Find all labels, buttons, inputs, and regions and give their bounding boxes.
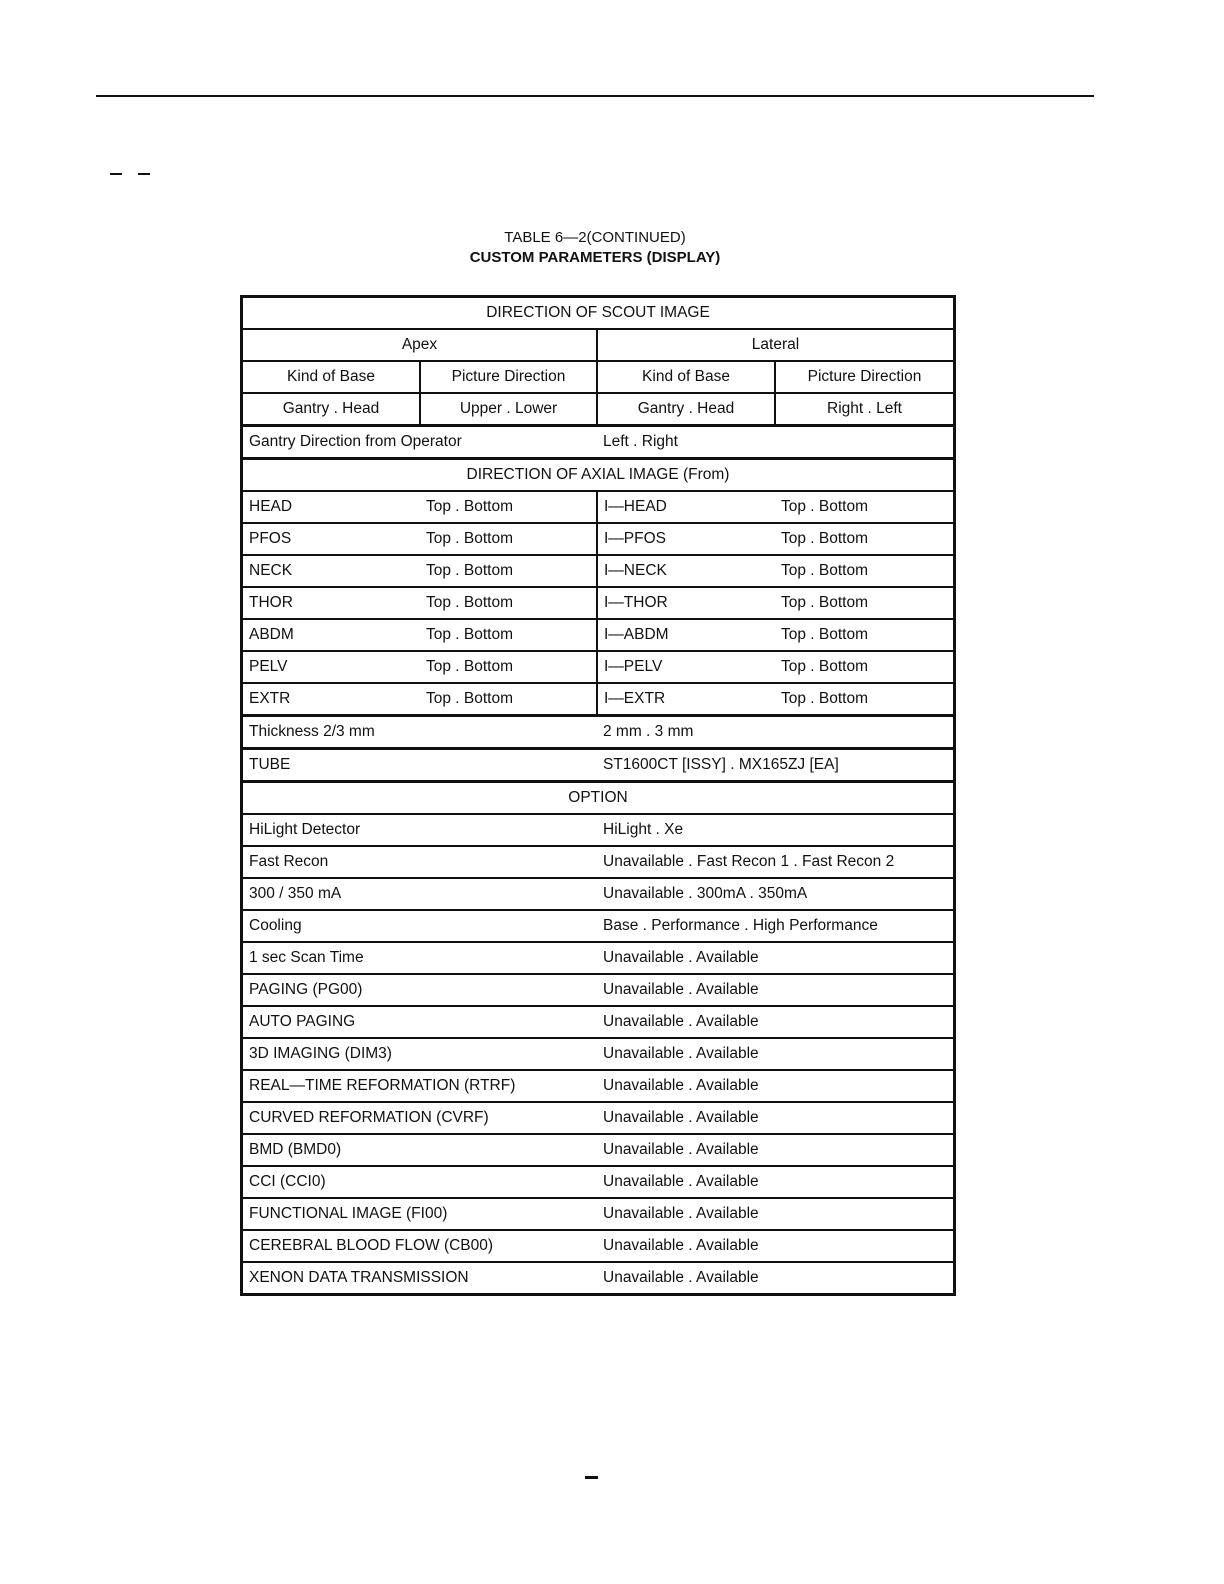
option-row [243, 1070, 953, 1102]
axial-left-label: NECK [243, 555, 420, 587]
axial-right-value: Top . Bottom [775, 491, 953, 523]
table-subtitle: CUSTOM PARAMETERS (DISPLAY) [469, 249, 721, 266]
axial-row [243, 651, 953, 683]
axial-left-value: Top . Bottom [420, 651, 597, 683]
option-row [243, 1102, 953, 1134]
axial-header: DIRECTION OF AXIAL IMAGE (From) [243, 459, 953, 492]
option-value: Unavailable . Available [597, 1134, 953, 1166]
thickness-label: Thickness 2/3 mm [243, 716, 597, 749]
option-row [243, 878, 953, 910]
option-value: Unavailable . Available [597, 1006, 953, 1038]
lateral-kind-of-base-value: Gantry . Head [597, 393, 775, 426]
option-value: Unavailable . Fast Recon 1 . Fast Recon 2 [597, 846, 953, 878]
axial-right-label: I—NECK [597, 555, 775, 587]
header-dash-1 [110, 173, 122, 175]
option-value: Unavailable . Available [597, 1102, 953, 1134]
axial-row [243, 683, 953, 716]
option-label: FUNCTIONAL IMAGE (FI00) [243, 1198, 597, 1230]
thickness-value: 2 mm . 3 mm [597, 716, 953, 749]
lateral-picture-direction-value: Right . Left [775, 393, 953, 426]
axial-left-value: Top . Bottom [420, 491, 597, 523]
axial-row [243, 523, 953, 555]
axial-right-value: Top . Bottom [775, 651, 953, 683]
lateral-label: Lateral [597, 329, 953, 361]
header-rule [96, 95, 1094, 97]
axial-right-value: Top . Bottom [775, 683, 953, 716]
option-row [243, 1038, 953, 1070]
axial-right-value: Top . Bottom [775, 587, 953, 619]
option-label: Fast Recon [243, 846, 597, 878]
table-title-block [0, 228, 1190, 268]
scout-header-row [243, 298, 953, 329]
axial-left-value: Top . Bottom [420, 683, 597, 716]
axial-left-label: HEAD [243, 491, 420, 523]
option-label: BMD (BMD0) [243, 1134, 597, 1166]
custom-parameters-table [240, 295, 956, 1296]
option-row [243, 942, 953, 974]
option-row [243, 1262, 953, 1293]
scout-group-row [243, 329, 953, 361]
option-label: CURVED REFORMATION (CVRF) [243, 1102, 597, 1134]
axial-left-value: Top . Bottom [420, 587, 597, 619]
option-label: CEREBRAL BLOOD FLOW (CB00) [243, 1230, 597, 1262]
axial-left-label: ABDM [243, 619, 420, 651]
option-row [243, 1230, 953, 1262]
scout-colheader-row [243, 361, 953, 393]
option-label: 300 / 350 mA [243, 878, 597, 910]
axial-right-value: Top . Bottom [775, 619, 953, 651]
axial-right-value: Top . Bottom [775, 523, 953, 555]
axial-left-label: EXTR [243, 683, 420, 716]
option-label: PAGING (PG00) [243, 974, 597, 1006]
gantry-direction-label: Gantry Direction from Operator [243, 426, 597, 459]
axial-right-label: I—PELV [597, 651, 775, 683]
option-label: Cooling [243, 910, 597, 942]
lateral-picture-direction-header: Picture Direction [775, 361, 953, 393]
option-label: 1 sec Scan Time [243, 942, 597, 974]
axial-left-value: Top . Bottom [420, 555, 597, 587]
option-value: Unavailable . Available [597, 1230, 953, 1262]
footer-dash [585, 1476, 598, 1479]
apex-kind-of-base-header: Kind of Base [243, 361, 420, 393]
axial-left-value: Top . Bottom [420, 523, 597, 555]
option-value: Unavailable . Available [597, 1198, 953, 1230]
axial-right-label: I—PFOS [597, 523, 775, 555]
axial-right-label: I—ABDM [597, 619, 775, 651]
axial-row [243, 491, 953, 523]
option-row [243, 910, 953, 942]
option-label: XENON DATA TRANSMISSION [243, 1262, 597, 1293]
gantry-direction-value: Left . Right [597, 426, 953, 459]
scout-values-row [243, 393, 953, 426]
option-row [243, 846, 953, 878]
tube-value: ST1600CT [ISSY] . MX165ZJ [EA] [597, 749, 953, 782]
table-title: TABLE 6—2(CONTINUED) [504, 229, 686, 246]
axial-row [243, 619, 953, 651]
option-value: Unavailable . 300mA . 350mA [597, 878, 953, 910]
tube-row [243, 749, 953, 782]
axial-row [243, 555, 953, 587]
option-value: HiLight . Xe [597, 814, 953, 846]
option-value: Unavailable . Available [597, 942, 953, 974]
axial-right-label: I—THOR [597, 587, 775, 619]
lateral-kind-of-base-header: Kind of Base [597, 361, 775, 393]
scout-header: DIRECTION OF SCOUT IMAGE [486, 304, 710, 321]
option-value: Unavailable . Available [597, 1070, 953, 1102]
option-value: Base . Performance . High Performance [597, 910, 953, 942]
option-header: OPTION [243, 782, 953, 815]
option-header-row [243, 782, 953, 815]
axial-header-row [243, 459, 953, 492]
axial-left-label: PELV [243, 651, 420, 683]
tube-label: TUBE [243, 749, 597, 782]
axial-right-label: I—HEAD [597, 491, 775, 523]
axial-right-value: Top . Bottom [775, 555, 953, 587]
thickness-row [243, 716, 953, 749]
apex-label: Apex [243, 329, 597, 361]
apex-kind-of-base-value: Gantry . Head [243, 393, 420, 426]
option-row [243, 1134, 953, 1166]
axial-left-label: PFOS [243, 523, 420, 555]
axial-row [243, 587, 953, 619]
option-label: CCI (CCI0) [243, 1166, 597, 1198]
option-label: AUTO PAGING [243, 1006, 597, 1038]
option-row [243, 814, 953, 846]
option-label: REAL—TIME REFORMATION (RTRF) [243, 1070, 597, 1102]
option-row [243, 1198, 953, 1230]
axial-left-value: Top . Bottom [420, 619, 597, 651]
option-value: Unavailable . Available [597, 1038, 953, 1070]
apex-picture-direction-value: Upper . Lower [420, 393, 597, 426]
option-value: Unavailable . Available [597, 1166, 953, 1198]
apex-picture-direction-header: Picture Direction [420, 361, 597, 393]
option-label: HiLight Detector [243, 814, 597, 846]
gantry-direction-row [243, 426, 953, 459]
option-row [243, 974, 953, 1006]
option-value: Unavailable . Available [597, 1262, 953, 1293]
option-value: Unavailable . Available [597, 974, 953, 1006]
option-label: 3D IMAGING (DIM3) [243, 1038, 597, 1070]
header-dash-2 [138, 173, 150, 175]
option-row [243, 1166, 953, 1198]
option-row [243, 1006, 953, 1038]
axial-left-label: THOR [243, 587, 420, 619]
axial-right-label: I—EXTR [597, 683, 775, 716]
